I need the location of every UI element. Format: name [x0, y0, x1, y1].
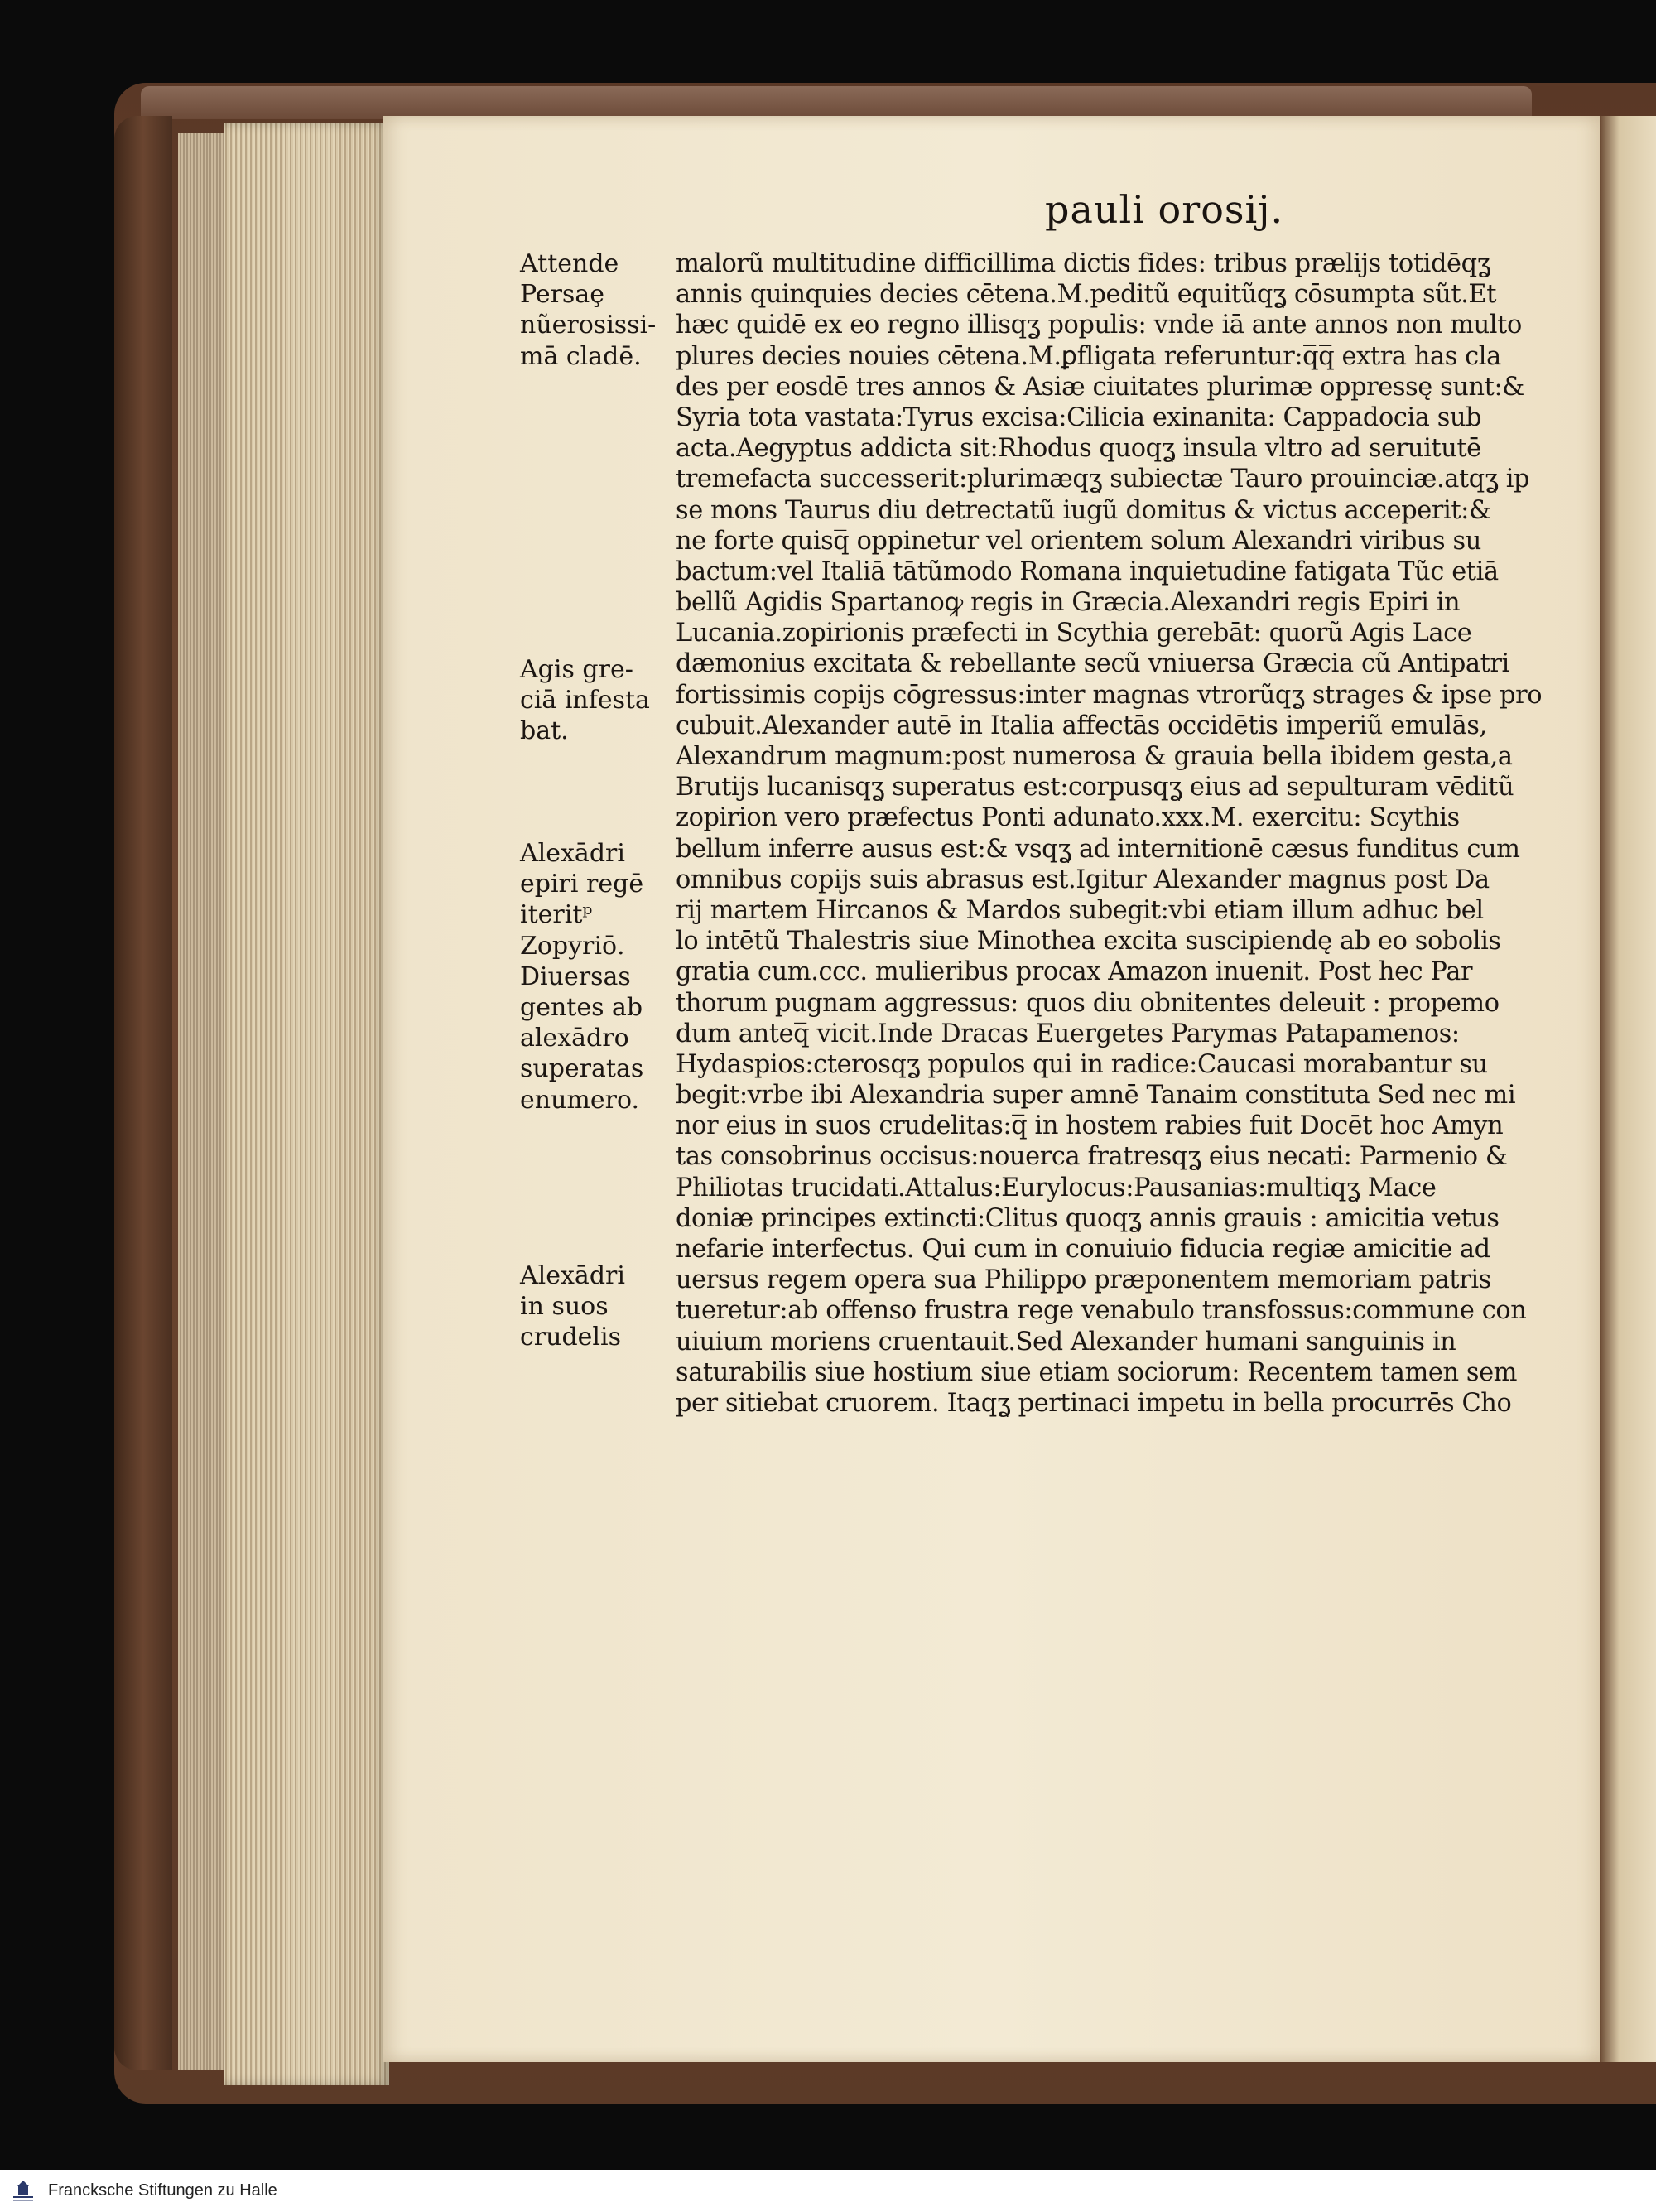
margin-note-line: Persaȩ: [520, 280, 604, 310]
text-block-leaves: [178, 133, 224, 2070]
text-line: nefarie interfectus. Qui cum in conuiuio fiducia regiæ amicitie ad: [676, 1235, 1490, 1264]
text-line: lo intētũ Thalestris siue Minothea excita suscipiendę ab eo sobolis: [676, 927, 1501, 957]
margin-note-line: Attende: [520, 249, 619, 278]
text-line: Alexandrum magnum:post numerosa & grauia bella ibidem gesta,a: [676, 742, 1513, 771]
margin-note-line: Diuersas: [520, 961, 631, 991]
text-line: bellum inferre ausus est:& vsqʓ ad internitionē cæsus funditus cum: [676, 834, 1520, 864]
text-line: des per eosdē tres annos & Asiæ ciuitates plurimæ oppressę sunt:&: [676, 372, 1524, 402]
margin-note-line: in suos: [520, 1292, 609, 1322]
margin-note-line: alexādro: [520, 1024, 629, 1053]
text-line: tas consobrinus occisus:nouerca fratresqʓ eius necati: Parmenio &: [676, 1142, 1508, 1172]
footer-institution: Francksche Stiftungen zu Halle: [48, 2181, 277, 2200]
margin-note-line: Agis gre-: [520, 655, 633, 684]
margin-note-line: gentes ab: [520, 993, 643, 1023]
text-line: uersus regem opera sua Philippo præponentem memoriam patris: [676, 1265, 1491, 1295]
text-line: ne forte quisq̅ oppinetur vel orientem solum Alexandri viribus su: [676, 526, 1481, 556]
text-line: Brutijs lucanisqʓ superatus est:corpusqʓ eius ad sepulturam vēditũ: [676, 773, 1514, 802]
margin-note-line: Alexādri: [520, 1261, 625, 1290]
text-line: dum anteq̅ vicit.Inde Dracas Euergetes Parymas Patapamenos:: [676, 1019, 1460, 1048]
text-line: Philiotas trucidati.Attalus:Eurylocus:Pausanias:multiqʓ Mace: [676, 1173, 1437, 1202]
text-line: begit:vrbe ibi Alexandria super amnē Tanaim constituta Sed nec mi: [676, 1081, 1516, 1111]
margin-note-line: nũerosissi-: [520, 311, 657, 340]
text-line: doniæ principes extincti:Clitus quoqʓ annis grauis : amicitia vetus: [676, 1203, 1500, 1233]
margin-note-line: Alexādri: [520, 839, 625, 868]
text-line: tremefacta successerit:plurimæqʓ subiectæ Tauro prouinciæ.atqʓ ip: [676, 465, 1530, 494]
margin-note-line: iteritᵖ: [520, 900, 593, 930]
margin-note-line: mā cladē.: [520, 341, 642, 371]
text-line: nor eius in suos crudelitas:q̅ in hostem rabies fuit Docēt hoc Amyn: [676, 1111, 1504, 1141]
text-line: thorum pugnam aggressus: quos diu obnitentes deleuit : propemo: [676, 988, 1500, 1018]
margin-note: [520, 654, 650, 747]
text-line: tueretur:ab offenso frustra rege venabulo transfossus:commune con: [676, 1296, 1527, 1326]
page-header: pauli orosij.: [1045, 187, 1284, 232]
book-spine: [114, 116, 172, 2070]
text-line: plures decies nouies cētena.M.ꝑfligata referuntur:q̅q̅ extra has cla: [676, 341, 1501, 371]
text-line: Hydaspios:cterosqʓ populos qui in radice:Caucasi morabantur su: [676, 1049, 1488, 1079]
text-line: per sitiebat cruorem. Itaqʓ pertinaci impetu in bella procurrēs Cho: [676, 1388, 1512, 1418]
book-top-edge: [141, 86, 1532, 119]
margin-note: [520, 248, 656, 372]
margin-note-line: crudelis: [520, 1323, 622, 1352]
facing-page-edge: [1600, 116, 1656, 2062]
text-line: saturabilis siue hostium siue etiam sociorum: Recentem tamen sem: [676, 1357, 1518, 1387]
text-line: bactum:vel Italiā tātũmodo Romana inquietudine fatigata Tũc etiā: [676, 557, 1499, 586]
margin-note-line: Zopyriō.: [520, 931, 625, 961]
text-line: annis quinquies decies cētena.M.peditũ equitũqʓ cōsumpta sũt.Et: [676, 280, 1497, 310]
text-line: hæc quidē ex eo regno illisqʓ populis: vnde iā ante annos non multo: [676, 311, 1522, 340]
margin-note: [520, 1260, 625, 1353]
text-line: omnibus copijs suis abrasus est.Igitur Alexander magnus post Da: [676, 865, 1490, 894]
institution-logo-icon: [8, 2178, 38, 2203]
text-line: bellũ Agidis Spartanoꝙ regis in Græcia.Alexandri regis Epiri in: [676, 588, 1461, 618]
text-line: uiuium moriens cruentauit.Sed Alexander humani sanguinis in: [676, 1327, 1456, 1357]
text-line: rij martem Hircanos & Mardos subegit:vbi etiam illum adhuc bel: [676, 895, 1484, 925]
text-line: malorũ multitudine difficillima dictis fides: tribus prælijs totidēqʓ: [676, 249, 1491, 278]
text-line: Lucania.zopirionis præfecti in Scythia gerebāt: quorũ Agis Lace: [676, 619, 1472, 648]
margin-note-line: superatas: [520, 1054, 644, 1084]
text-line: acta.Aegyptus addicta sit:Rhodus quoqʓ insula vltro ad seruitutē: [676, 434, 1481, 464]
body-text: [676, 248, 1588, 1419]
margin-note-line: bat.: [520, 716, 569, 746]
text-line: zopirion vero præfectus Ponti adunato.xxx.M. exercitu: Scythis: [676, 803, 1460, 833]
margin-note: [520, 838, 643, 1116]
text-line: cubuit.Alexander autē in Italia affectās occidētis imperiũ emulās,: [676, 711, 1487, 740]
margin-note-line: ciā infesta: [520, 686, 650, 716]
text-line: se mons Taurus diu detrectatũ iugũ domitus & victus acceperit:&: [676, 495, 1491, 525]
page-edges: [224, 123, 389, 2085]
text-line: fortissimis copijs cōgressus:inter magnas vtrorũqʓ strages & ipse pro: [676, 680, 1543, 710]
text-line: dæmonius excitata & rebellante secũ vniuersa Græcia cũ Antipatri: [676, 649, 1509, 679]
text-line: gratia cum.ccc. mulieribus procax Amazon inuenit. Post hec Par: [676, 957, 1473, 987]
margin-note-line: epiri regē: [520, 870, 644, 899]
margin-note-line: enumero.: [520, 1085, 640, 1115]
text-line: Syria tota vastata:Tyrus excisa:Cilicia exinanita: Cappadocia sub: [676, 402, 1482, 432]
